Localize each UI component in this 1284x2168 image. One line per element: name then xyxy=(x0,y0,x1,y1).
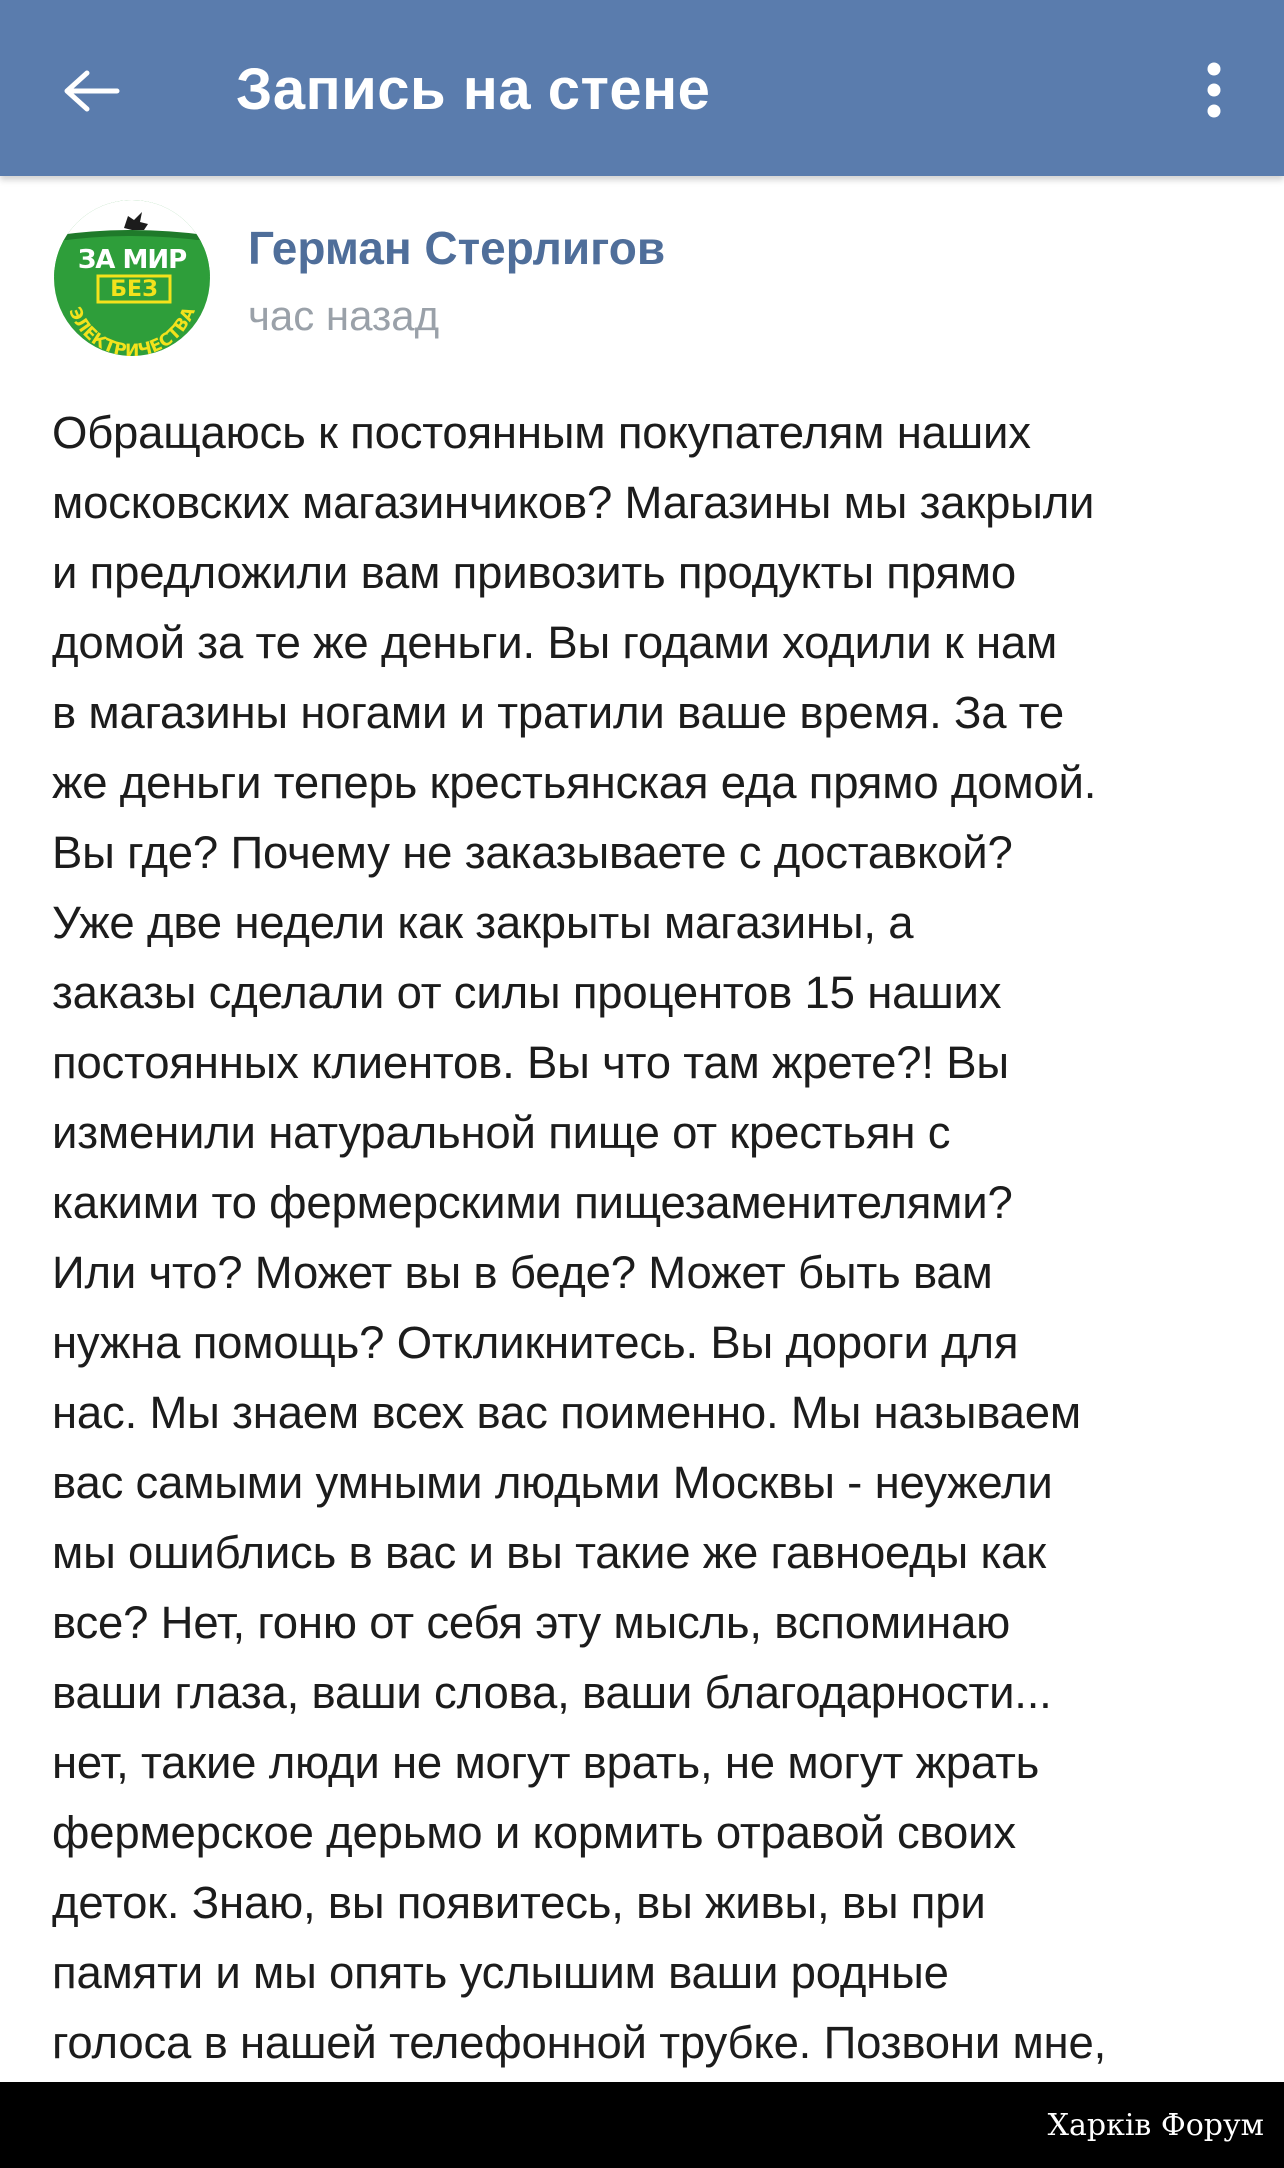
arrow-left-icon xyxy=(61,69,121,113)
avatar-text-line1: ЗА МИР xyxy=(77,245,187,275)
watermark: Харків Форум xyxy=(1047,2108,1264,2143)
back-button[interactable] xyxy=(55,55,127,127)
avatar-text-line2: БЕЗ xyxy=(110,277,158,302)
bottom-strip xyxy=(0,2082,1284,2168)
post-header xyxy=(0,176,1284,376)
post-text: Обращаюсь к постоянным покупателям наших московских магазинчиков? Магазины мы закрыли и предложили вам привозить продукты прямо домой за те же деньги. Вы годами ходили к нам в магазины ногами и тратили ваше время. За те же деньги теперь крестьянская еда прямо домой. Вы где? Почему не заказываете с доставкой? Уже две недели как закрыты магазины, а заказы сделали от силы процентов 15 наших постоянных клиентов. Вы что там жрете?! Вы изменили натуральной пище от крестьян с какими то фермерскими пищезаменителями? Или что? Может вы в беде? Может быть вам нужна помощь? Откликнитесь. Вы дороги для нас. Мы знаем всех вас поименно. Мы называем вас самыми умными людьми Москвы - неужели мы ошиблись в вас и вы такие же гавноеды как все? Нет, гоню от себя эту мысль, вспоминаю ваши глаза, ваши слова, ваши благодарности... нет, такие люди не могут врать, не могут жрать фермерское дерьмо и кормить отравой своих деток. Знаю, вы появитесь, вы живы, вы при памяти и мы опять услышим ваши родные голоса в нашей телефонной трубке. Позвони мне, xyxy=(52,407,1107,2068)
post-time: час назад xyxy=(248,292,440,339)
page-title: Запись на стене xyxy=(236,57,711,122)
more-vertical-icon xyxy=(1206,61,1222,119)
app-bar xyxy=(0,0,1284,176)
avatar-text-line3: ЭЛЕКТРИЧЕСТВА xyxy=(64,304,200,358)
avatar[interactable] xyxy=(52,198,212,358)
more-options-button[interactable] xyxy=(1184,50,1244,130)
author-name[interactable]: Герман Стерлигов xyxy=(248,222,666,274)
